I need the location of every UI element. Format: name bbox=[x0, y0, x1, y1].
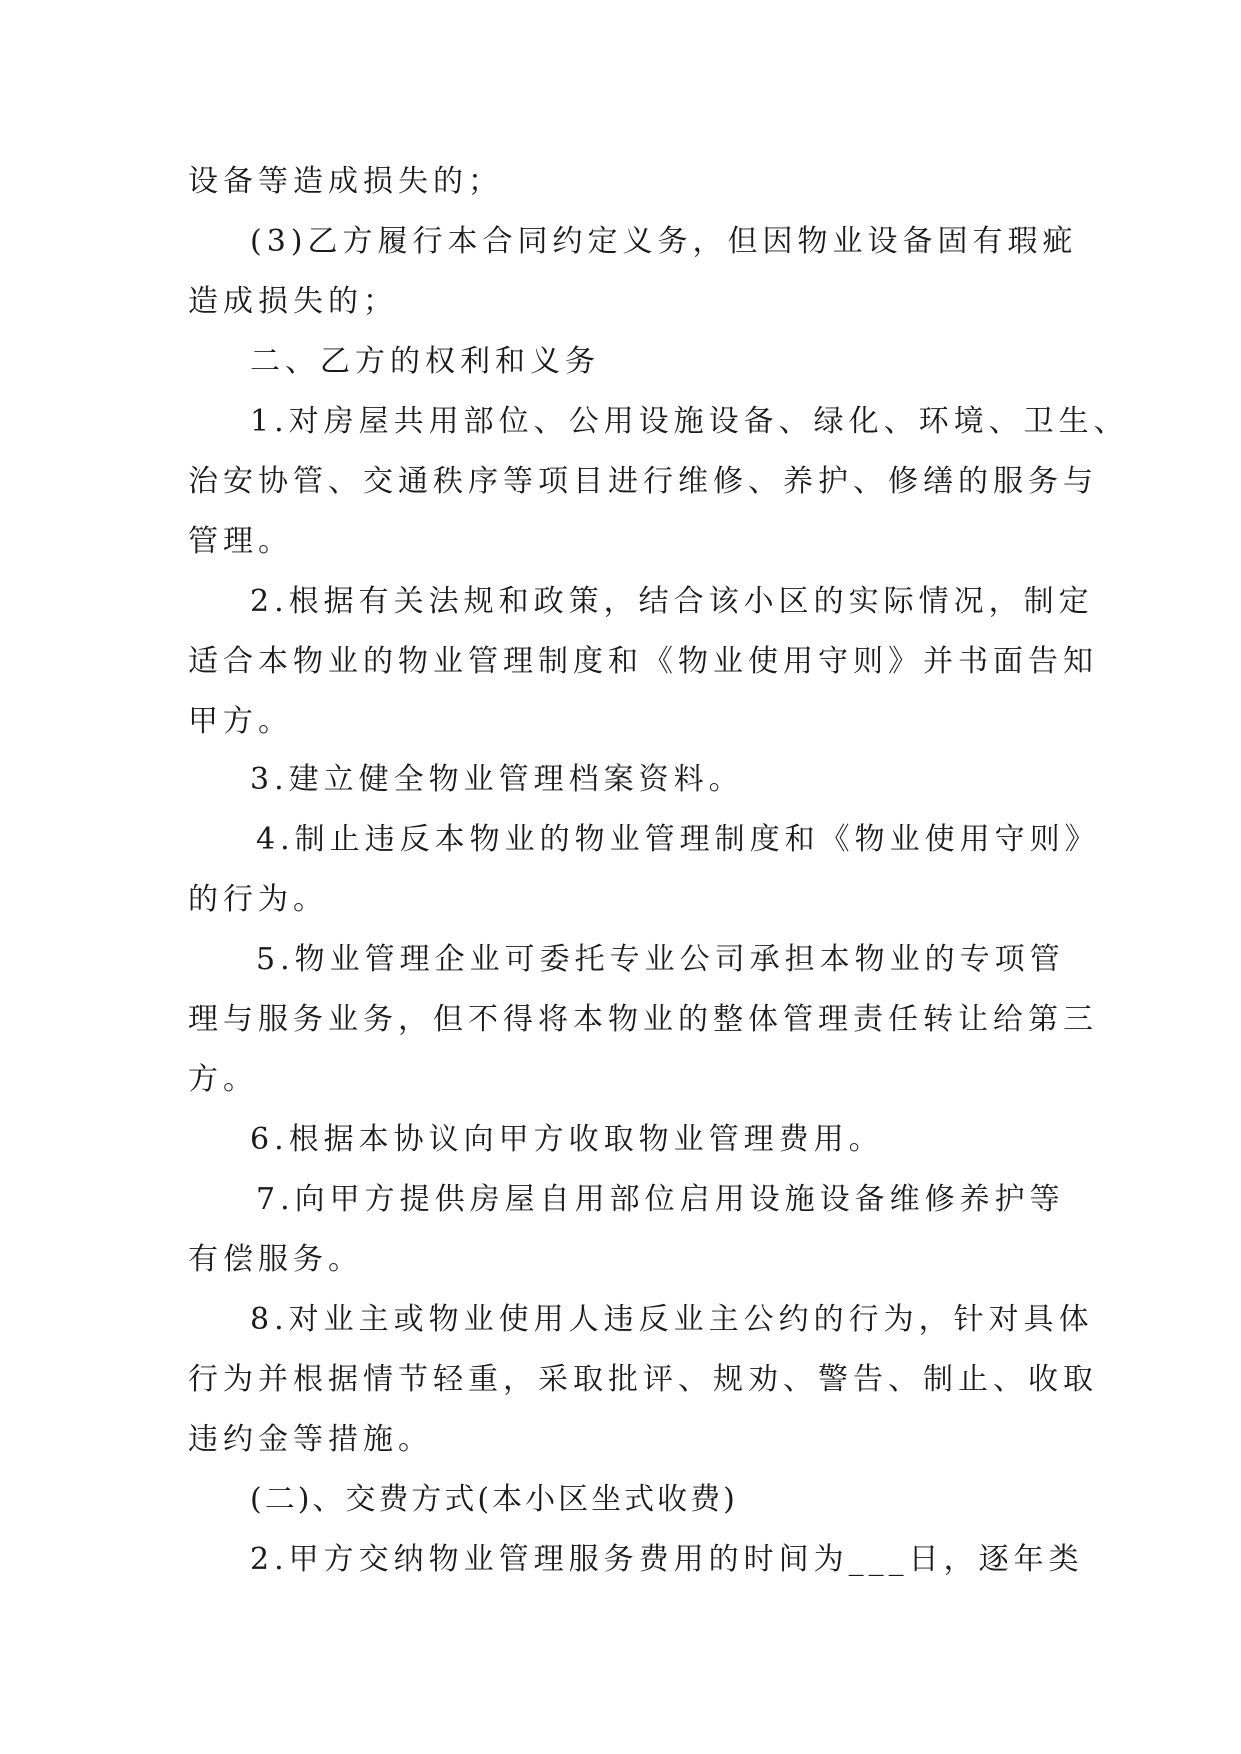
text-line: 8.对业主或物业使用人违反业主公约的行为，针对具体 bbox=[250, 1302, 1094, 1337]
text-line: 造成损失的； bbox=[188, 284, 398, 319]
text-line: 5.物业管理企业可委托专业公司承担本物业的专项管 bbox=[256, 942, 1065, 977]
text-line: 甲方。 bbox=[188, 704, 293, 739]
text-line: 违约金等措施。 bbox=[188, 1422, 433, 1457]
text-line: (3)乙方履行本合同约定义务，但因物业设备固有瑕疵 bbox=[250, 224, 1078, 259]
text-line: 的行为。 bbox=[188, 882, 328, 917]
text-line: 适合本物业的物业管理制度和《物业使用守则》并书面告知 bbox=[188, 644, 1098, 679]
text-line: 治安协管、交通秩序等项目进行维修、养护、修缮的服务与 bbox=[188, 464, 1098, 499]
text-line: 2.根据有关法规和政策，结合该小区的实际情况，制定 bbox=[250, 584, 1094, 619]
text-line: 方。 bbox=[188, 1062, 258, 1097]
text-line: 行为并根据情节轻重，采取批评、规劝、警告、制止、收取 bbox=[188, 1362, 1098, 1397]
text-line: 1.对房屋共用部位、公用设施设备、绿化、环境、卫生、 bbox=[250, 404, 1129, 439]
text-line: 3.建立健全物业管理档案资料。 bbox=[250, 762, 744, 797]
text-line: 管理。 bbox=[188, 524, 293, 559]
text-line: 2.甲方交纳物业管理服务费用的时间为___日，逐年类 bbox=[250, 1542, 1084, 1577]
section-heading: (二)、交费方式(本小区坐式收费) bbox=[250, 1482, 738, 1517]
section-heading: 二、乙方的权利和义务 bbox=[250, 344, 600, 379]
text-line: 6.根据本协议向甲方收取物业管理费用。 bbox=[250, 1122, 884, 1157]
text-line: 7.向甲方提供房屋自用部位启用设施设备维修养护等 bbox=[256, 1182, 1065, 1217]
text-line: 有偿服务。 bbox=[188, 1242, 363, 1277]
text-line: 理与服务业务，但不得将本物业的整体管理责任转让给第三 bbox=[188, 1002, 1098, 1037]
text-line: 4.制止违反本物业的物业管理制度和《物业使用守则》 bbox=[256, 822, 1100, 857]
text-line: 设备等造成损失的； bbox=[188, 164, 503, 199]
